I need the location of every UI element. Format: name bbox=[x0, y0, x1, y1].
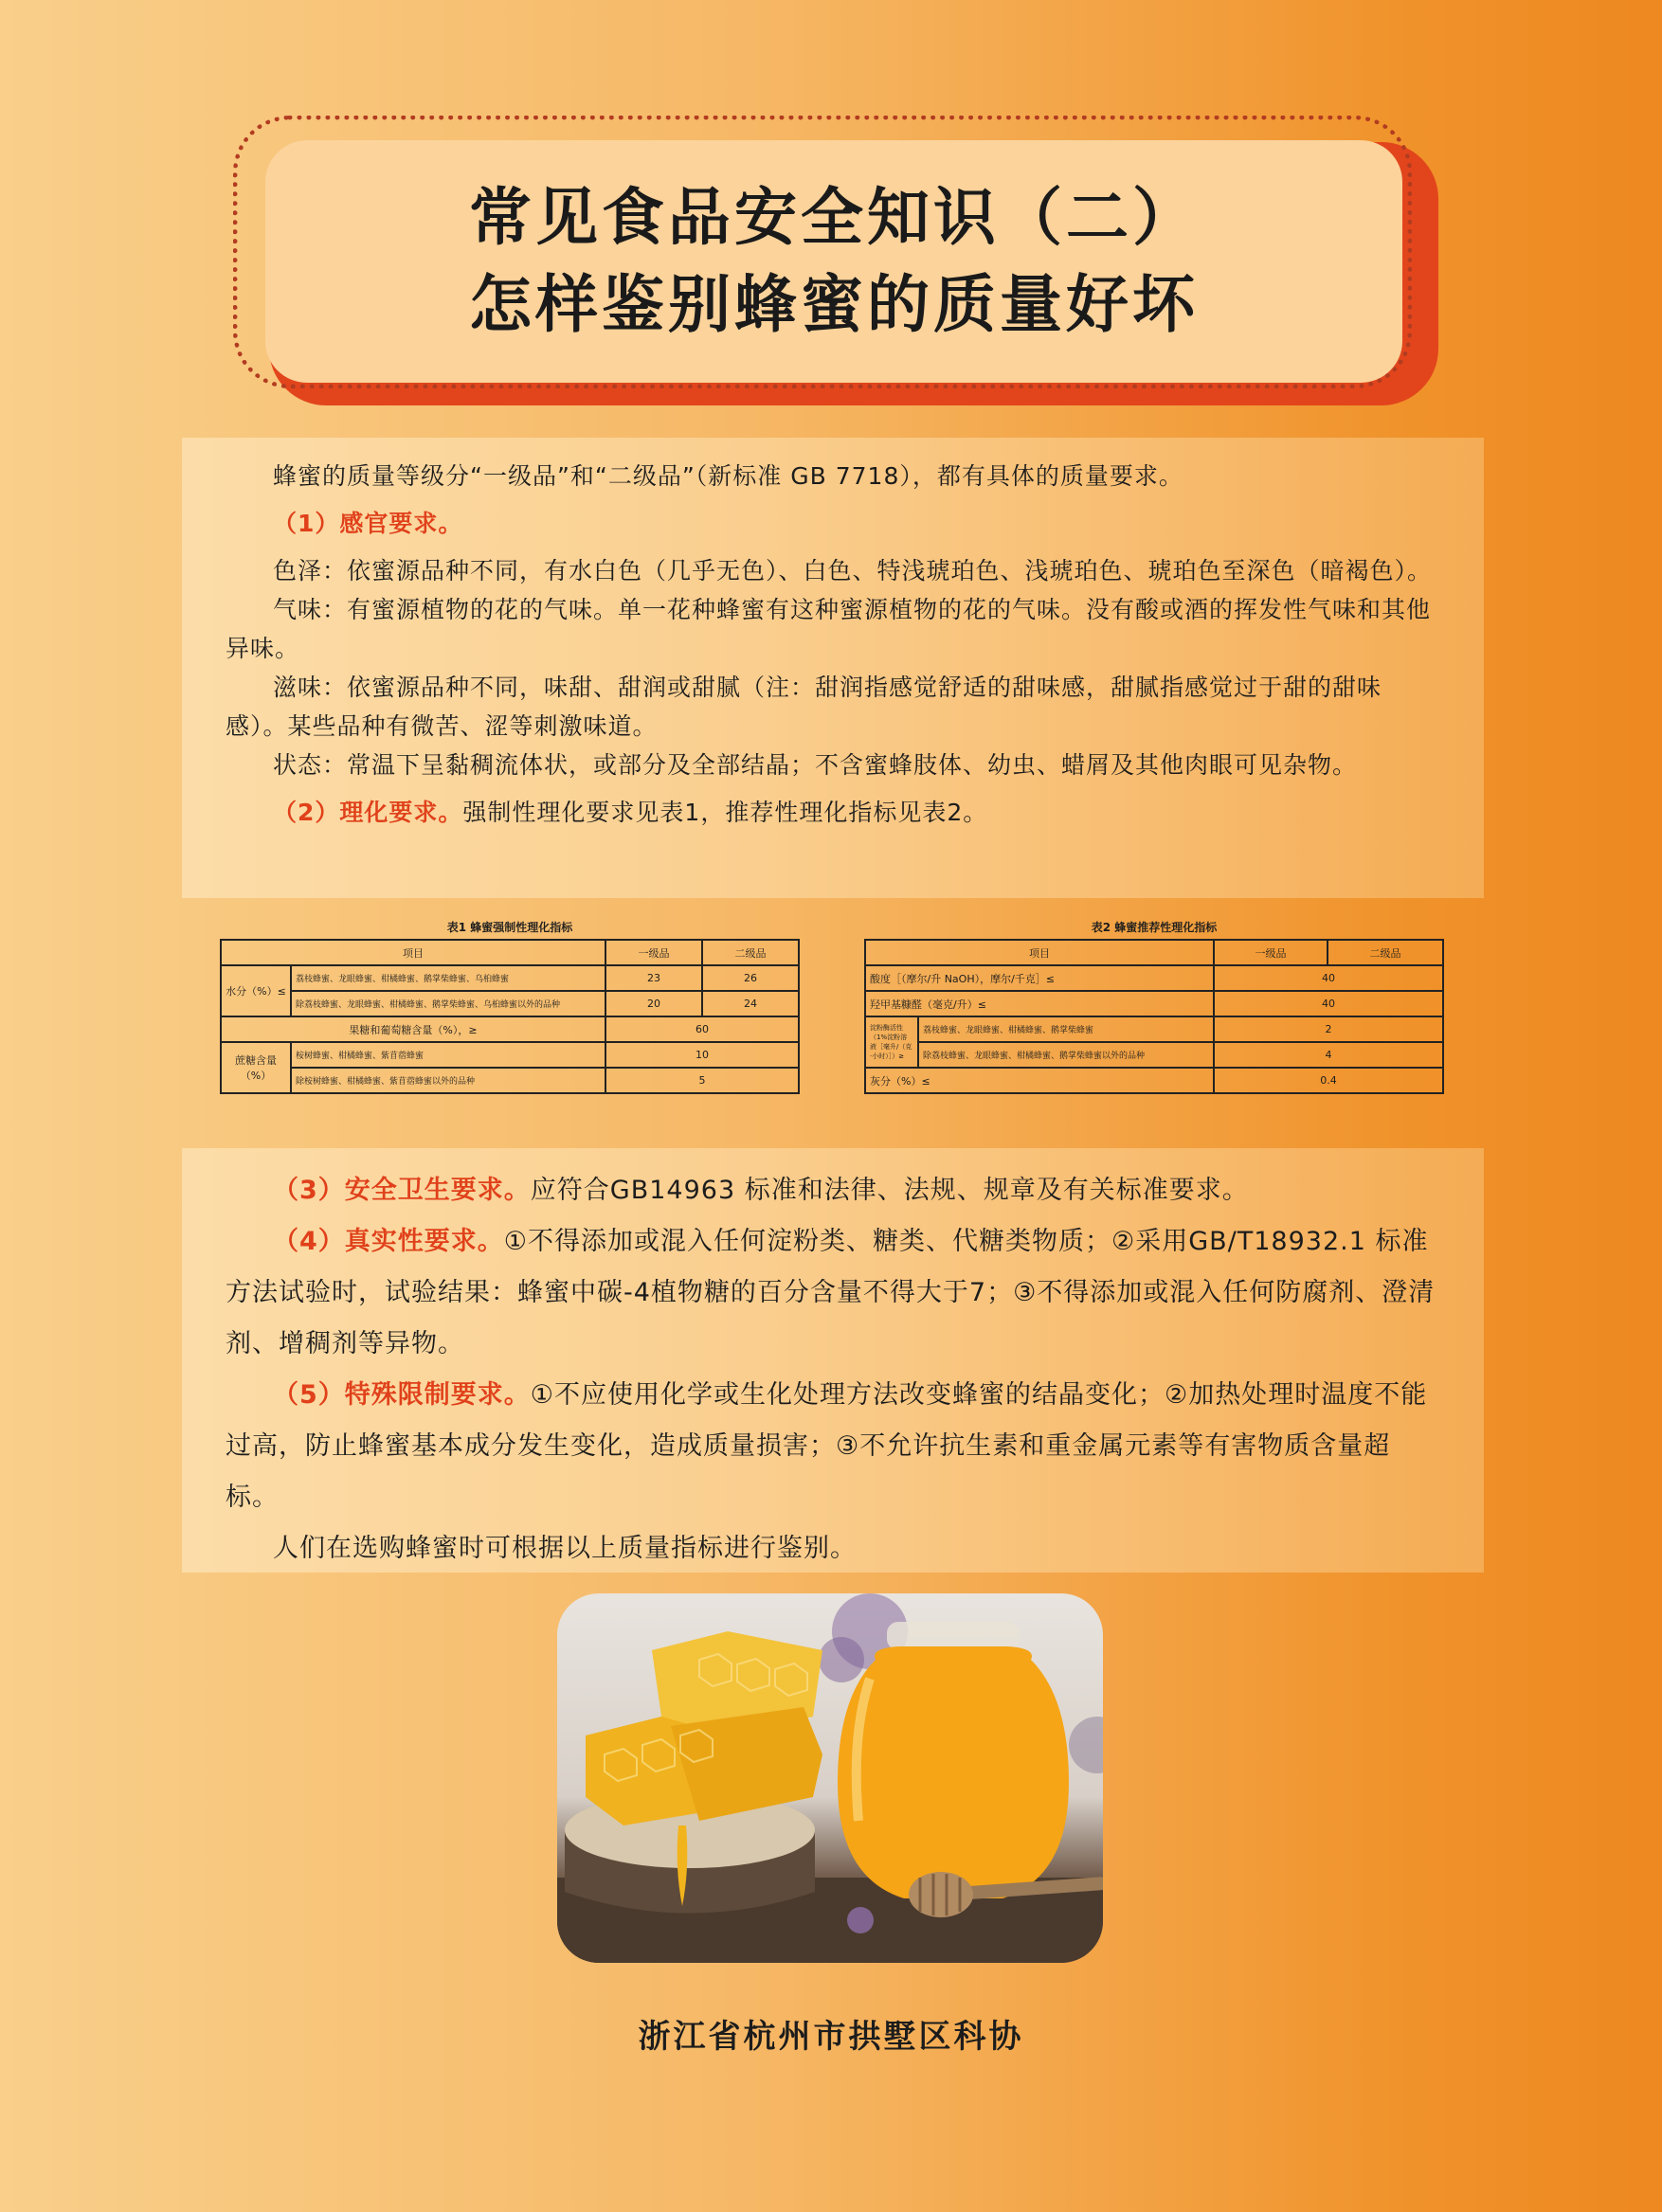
row-label-sucrose: 蔗糖含量（%） bbox=[221, 1042, 291, 1093]
honey-photo bbox=[557, 1593, 1103, 1963]
table-header: 二级品 bbox=[702, 940, 799, 965]
intro-paragraph: 蜂蜜的质量等级分“一级品”和“二级品”（新标准 GB 7718），都有具体的质量要求。 bbox=[273, 462, 1183, 490]
table-row bbox=[221, 1016, 799, 1042]
table-cell: 除荔枝蜂蜜、龙眼蜂蜜、柑橘蜂蜜、鹅掌柴蜂蜜、乌桕蜂蜜以外的品种 bbox=[291, 991, 605, 1016]
safety-text: 应符合GB14963 标准和法律、法规、规章及有关标准要求。 bbox=[530, 1176, 1249, 1205]
table-header: 项目 bbox=[221, 940, 605, 965]
page-title: 常见食品安全知识（二） bbox=[469, 181, 1199, 254]
heading-restriction: （5）特殊限制要求。 bbox=[273, 1380, 531, 1410]
table-row bbox=[221, 991, 799, 1016]
table-cell: 桉树蜂蜜、柑橘蜂蜜、紫苜蓿蜂蜜 bbox=[291, 1042, 605, 1068]
safety-section bbox=[182, 1148, 1484, 1573]
row-label-hmf: 羟甲基糠醛（毫克/升）≤ bbox=[865, 991, 1214, 1016]
table2-block bbox=[864, 919, 1444, 1094]
heading-sensory: （1）感官要求。 bbox=[273, 510, 463, 537]
table-row bbox=[865, 1016, 1443, 1042]
table-cell: 23 bbox=[605, 965, 702, 991]
table1-title: 表1 蜂蜜强制性理化指标 bbox=[446, 921, 573, 934]
table1-block bbox=[220, 919, 800, 1094]
heading-physchem: （2）理化要求。 bbox=[273, 799, 463, 826]
taste-paragraph: 滋味：依蜜源品种不同，味甜、甜润或甜腻（注：甜润指感觉舒适的甜味感，甜腻指感觉过于甜的甜味感）。某些品种有微苦、涩等刺激味道。 bbox=[226, 674, 1382, 740]
table-header: 一级品 bbox=[1214, 940, 1328, 965]
heading-authenticity: （4）真实性要求。 bbox=[273, 1227, 504, 1256]
table-row bbox=[221, 1042, 799, 1068]
publisher-footer: 浙江省杭州市拱墅区科协 bbox=[638, 2018, 1024, 2056]
sensory-section bbox=[182, 438, 1484, 898]
row-label-acid: 酸度［（摩尔/升 NaOH），摩尔/千克］≤ bbox=[865, 965, 1214, 991]
table-cell: 除荔枝蜂蜜、龙眼蜂蜜、柑橘蜂蜜、鹅掌柴蜂蜜以外的品种 bbox=[918, 1042, 1214, 1068]
table-row bbox=[865, 1068, 1443, 1093]
table-cell: 20 bbox=[605, 991, 702, 1016]
row-label-ash: 灰分（%）≤ bbox=[865, 1068, 1214, 1093]
table-cell: 荔枝蜂蜜、龙眼蜂蜜、柑橘蜂蜜、鹅掌柴蜂蜜 bbox=[918, 1016, 1214, 1042]
table-cell: 26 bbox=[702, 965, 799, 991]
row-label-amylase: 淀粉酶活性（1%淀粉溶液［毫升/（克·小时）］）≥ bbox=[865, 1016, 918, 1068]
smell-paragraph: 气味：有蜜源植物的花的气味。单一花种蜂蜜有这种蜜源植物的花的气味。没有酸或酒的挥发性气味和其他异味。 bbox=[226, 596, 1432, 662]
table-cell: 除桉树蜂蜜、柑橘蜂蜜、紫苜蓿蜂蜜以外的品种 bbox=[291, 1068, 605, 1093]
table-cell: 0.4 bbox=[1214, 1068, 1443, 1093]
table-cell: 荔枝蜂蜜、龙眼蜂蜜、柑橘蜂蜜、鹅掌柴蜂蜜、乌桕蜂蜜 bbox=[291, 965, 605, 991]
physchem-text: 强制性理化要求见表1，推荐性理化指标见表2。 bbox=[462, 799, 988, 826]
table-row bbox=[221, 1068, 799, 1093]
heading-safety: （3）安全卫生要求。 bbox=[273, 1176, 531, 1205]
authenticity-text: ①不得添加或混入任何淀粉类、糖类、代糖类物质；②采用GB/T18932.1 标准方法试验时，试验结果：蜂蜜中碳-4植物糖的百分含量不得大于7；③不得添加或混入任何防腐剂、澄清剂、增稠剂等异物。 bbox=[226, 1227, 1436, 1358]
title-dotted-border bbox=[233, 116, 1412, 388]
row-label-water: 水分（%）≤ bbox=[221, 965, 291, 1016]
table-cell: 24 bbox=[702, 991, 799, 1016]
restriction-text: ①不应使用化学或生化处理方法改变蜂蜜的结晶变化；②加热处理时温度不能过高，防止蜂蜜基本成分发生变化，造成质量损害；③不允许抗生素和重金属元素等有害物质含量超标。 bbox=[226, 1380, 1428, 1512]
table1 bbox=[220, 939, 800, 1094]
table-row bbox=[221, 965, 799, 991]
table-row bbox=[221, 940, 799, 965]
table-cell: 40 bbox=[1214, 991, 1443, 1016]
state-paragraph: 状态：常温下呈黏稠流体状，或部分及全部结晶；不含蜜蜂肢体、幼虫、蜡屑及其他肉眼可见杂物。 bbox=[273, 751, 1358, 779]
table-cell: 40 bbox=[1214, 965, 1443, 991]
table-cell: 4 bbox=[1214, 1042, 1443, 1068]
table-row bbox=[865, 991, 1443, 1016]
color-paragraph: 色泽：依蜜源品种不同，有水白色（几乎无色）、白色、特浅琥珀色、浅琥珀色、琥珀色至深色（暗褐色）。 bbox=[273, 557, 1433, 584]
table-cell: 5 bbox=[605, 1068, 799, 1093]
table2-title: 表2 蜂蜜推荐性理化指标 bbox=[1091, 921, 1218, 934]
table2 bbox=[864, 939, 1444, 1094]
table-cell: 2 bbox=[1214, 1016, 1443, 1042]
honey-illustration bbox=[557, 1593, 1103, 1963]
table-header: 一级品 bbox=[605, 940, 702, 965]
page-subtitle: 怎样鉴别蜂蜜的质量好坏 bbox=[469, 268, 1199, 341]
table-row bbox=[865, 940, 1443, 965]
row-label-sugar: 果糖和葡萄糖含量（%），≥ bbox=[221, 1016, 605, 1042]
closing-paragraph: 人们在选购蜂蜜时可根据以上质量指标进行鉴别。 bbox=[273, 1534, 857, 1563]
table-cell: 60 bbox=[605, 1016, 799, 1042]
table-cell: 10 bbox=[605, 1042, 799, 1068]
table-row bbox=[865, 1042, 1443, 1068]
table-row bbox=[865, 965, 1443, 991]
table-header: 项目 bbox=[865, 940, 1214, 965]
table-header: 二级品 bbox=[1328, 940, 1443, 965]
